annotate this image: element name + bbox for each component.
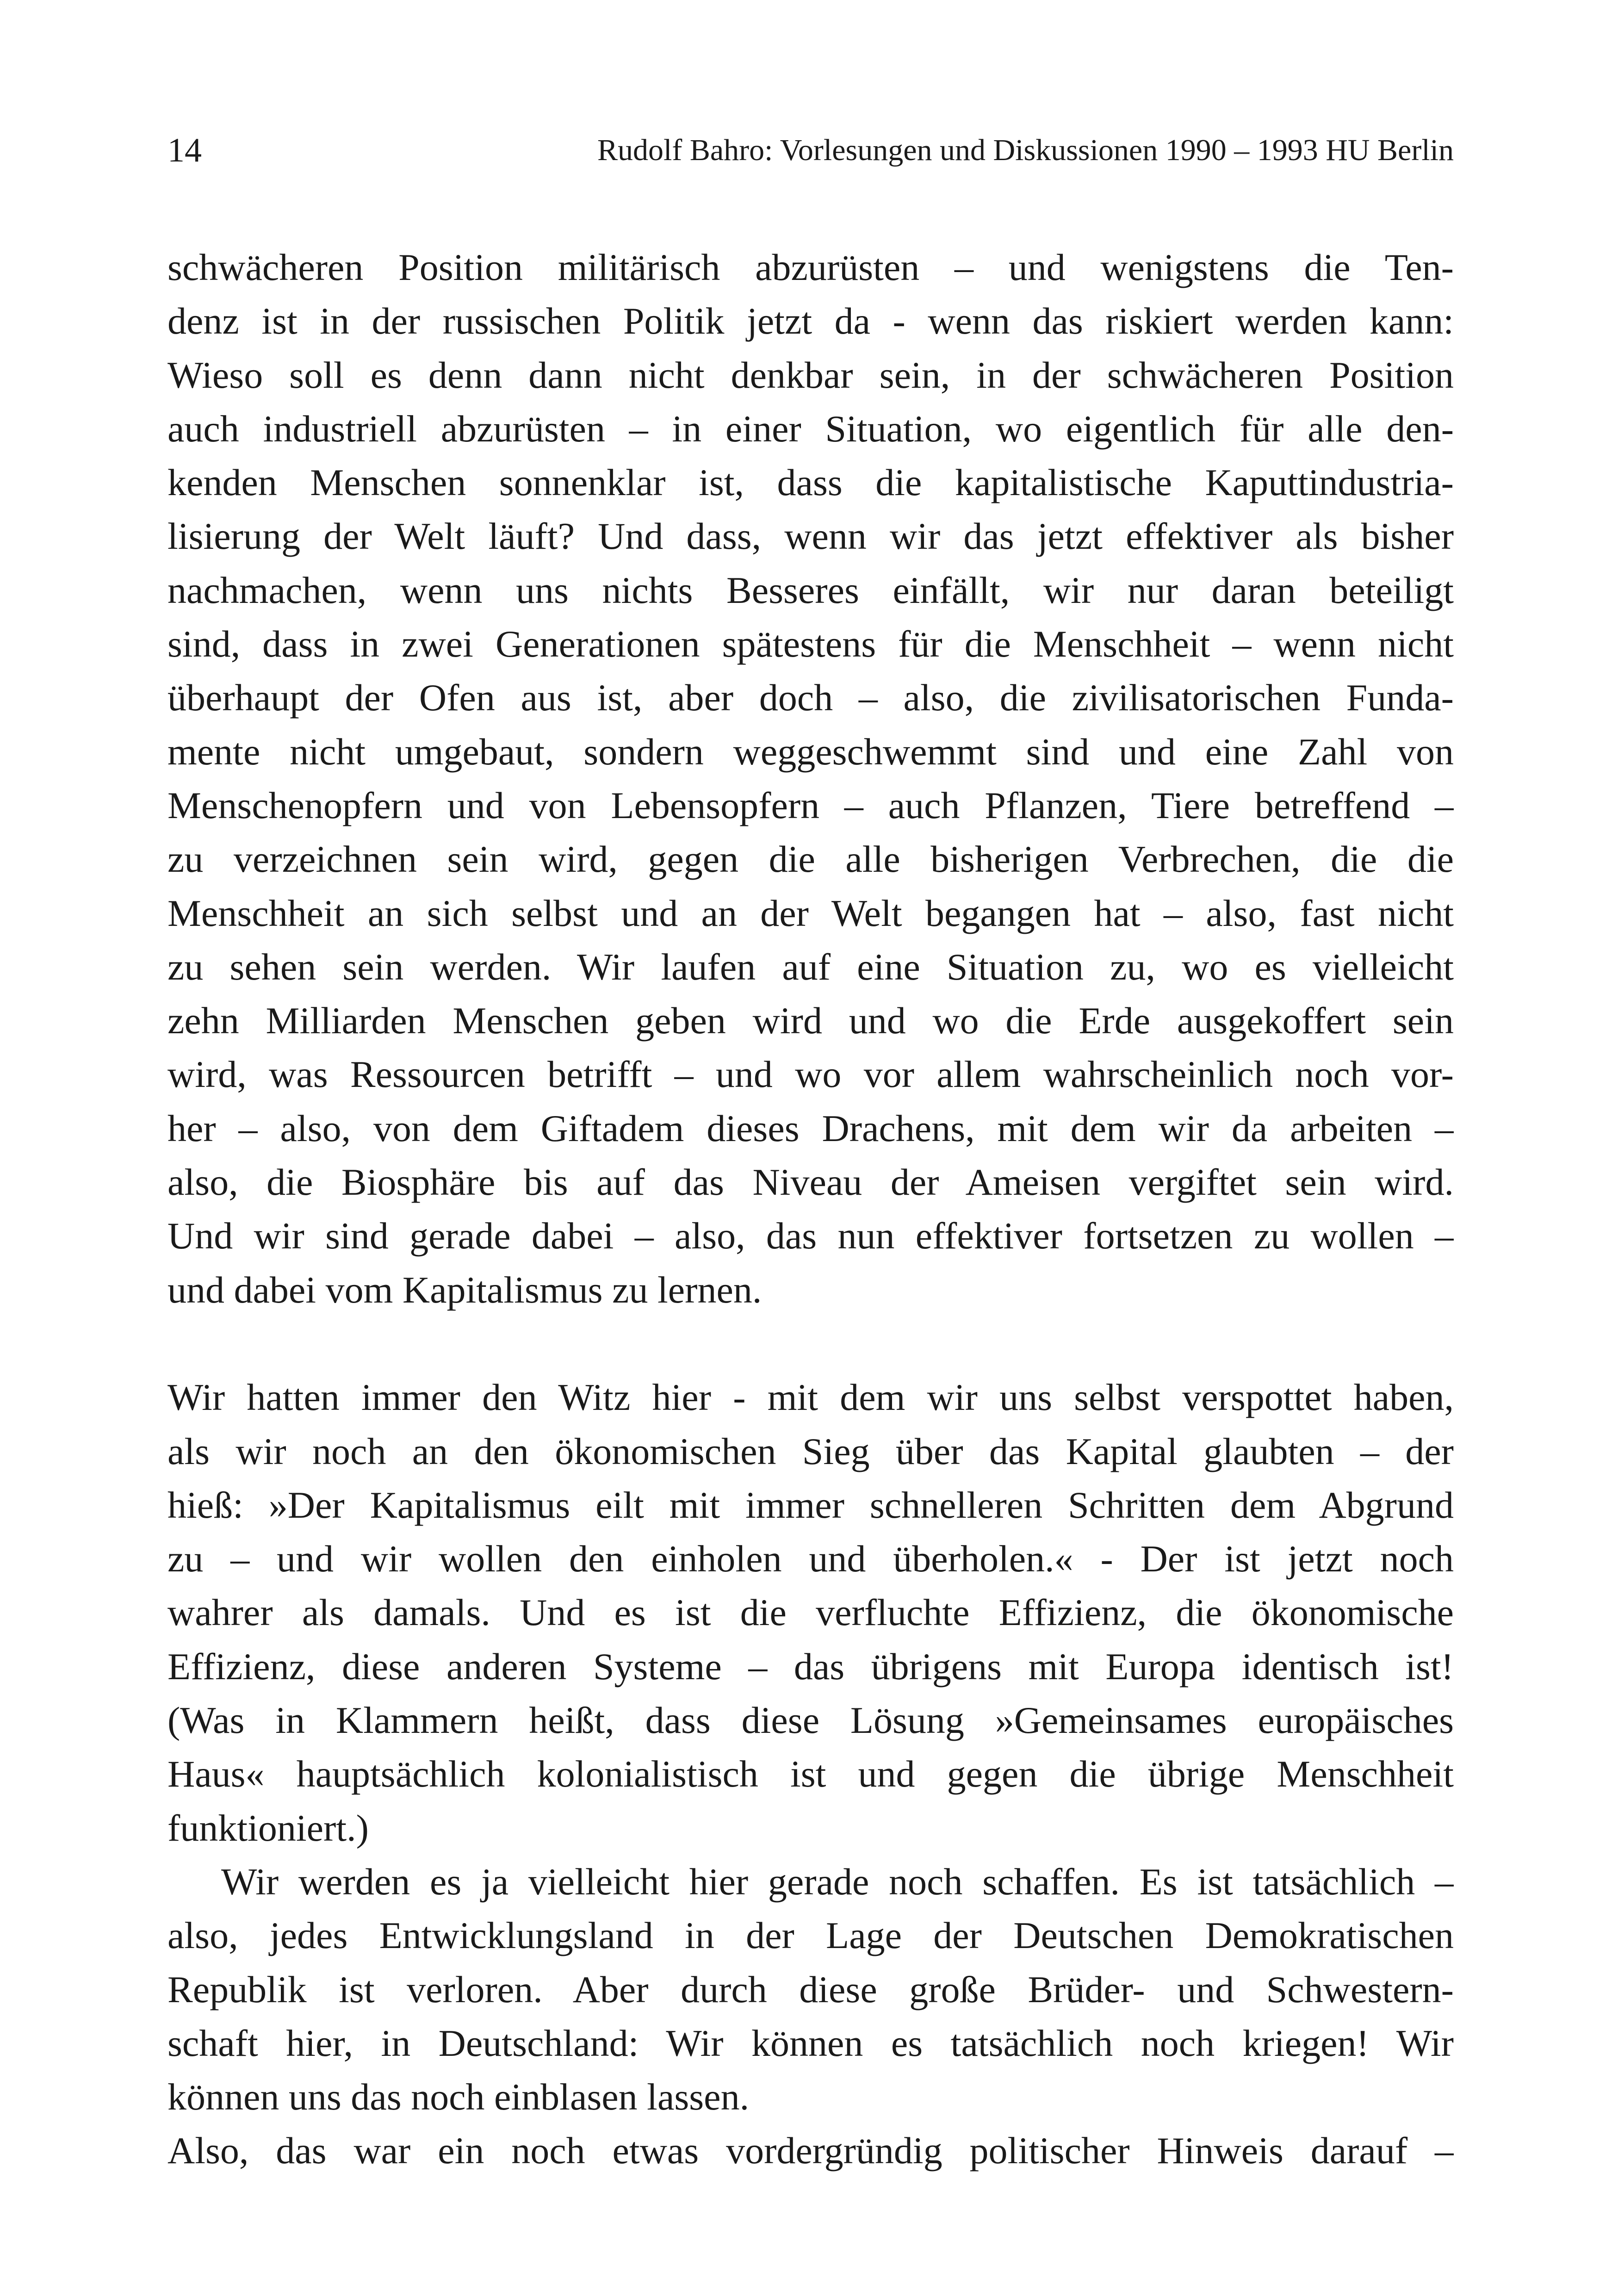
text-line: zu sehen sein werden. Wir laufen auf eine Situation zu, wo es vielleicht [167,945,1454,988]
text-line: und dabei vom Kapitalismus zu lernen. [167,1268,762,1311]
text-line: zehn Milliarden Menschen geben wird und wo die Erde ausgekoffert sein [167,999,1454,1042]
paragraph-spacer [167,1317,1454,1371]
text-line: Also, das war ein noch etwas vordergründig politischer Hinweis darauf – [167,2129,1454,2172]
text-line: also, die Biosphäre bis auf das Niveau der Ameisen vergiftet sein wird. [167,1161,1454,1204]
page-header [167,130,1454,171]
paragraph-3 [167,1855,1454,2124]
text-line: können uns das noch einblasen lassen. [167,2076,750,2118]
text-line: sind, dass in zwei Generationen spätestens für die Menschheit – wenn nicht [167,623,1454,665]
text-line: Effizienz, diese anderen Systeme – das übrigens mit Europa identisch ist! [167,1645,1454,1688]
text-line: wird, was Ressourcen betrifft – und wo vor allem wahrscheinlich noch vor- [167,1053,1454,1096]
running-title: Rudolf Bahro: Vorlesungen und Diskussionen 1990 – 1993 HU Berlin [597,133,1454,167]
paragraph-1 [167,241,1454,1317]
text-line: überhaupt der Ofen aus ist, aber doch – also, die zivilisatorischen Funda- [167,676,1454,719]
paragraph-4 [167,2124,1454,2178]
text-line: also, jedes Entwicklungsland in der Lage der Deutschen Demokratischen [167,1914,1454,1957]
text-line: schaft hier, in Deutschland: Wir können es tatsächlich noch kriegen! Wir [167,2022,1454,2064]
text-line: denz ist in der russischen Politik jetzt da - wenn das riskiert werden kann: [167,300,1454,342]
text-line: Wir hatten immer den Witz hier - mit dem wir uns selbst verspottet haben, [167,1376,1454,1419]
text-line: Republik ist verloren. Aber durch diese große Brüder- und Schwestern- [167,1968,1454,2011]
text-line: kenden Menschen sonnenklar ist, dass die kapitalistische Kaputtindustria- [167,461,1454,504]
text-line: Und wir sind gerade dabei – also, das nun effektiver fortsetzen zu wollen – [167,1215,1454,1257]
text-line: lisierung der Welt läuft? Und dass, wenn wir das jetzt effektiver als bisher [167,515,1454,558]
text-line: als wir noch an den ökonomischen Sieg über das Kapital glaubten – der [167,1430,1454,1472]
text-line: her – also, von dem Giftadem dieses Drachens, mit dem wir da arbeiten – [167,1107,1454,1149]
text-line: Wir werden es ja vielleicht hier gerade noch schaffen. Es ist tatsächlich – [221,1860,1454,1903]
text-line: mente nicht umgebaut, sondern weggeschwemmt sind und eine Zahl von [167,730,1454,773]
text-line: wahrer als damals. Und es ist die verfluchte Effizienz, die ökonomische [167,1591,1454,1634]
text-line: schwächeren Position militärisch abzurüsten – und wenigstens die Ten- [167,246,1454,288]
text-line: zu – und wir wollen den einholen und überholen.« - Der ist jetzt noch [167,1538,1454,1580]
page-number: 14 [167,131,202,169]
text-line: Menschheit an sich selbst und an der Welt begangen hat – also, fast nicht [167,892,1454,934]
body-text [167,241,1454,2178]
text-line: zu verzeichnen sein wird, gegen die alle bisherigen Verbrechen, die die [167,838,1454,881]
text-line: Menschenopfern und von Lebensopfern – auch Pflanzen, Tiere betreffend – [167,784,1454,826]
text-line: funktioniert.) [167,1806,369,1849]
text-line: hieß: »Der Kapitalismus eilt mit immer schnelleren Schritten dem Abgrund [167,1483,1454,1526]
paragraph-2 [167,1371,1454,1855]
text-line: auch industriell abzurüsten – in einer Situation, wo eigentlich für alle den- [167,407,1454,450]
text-line: (Was in Klammern heißt, dass diese Lösung »Gemeinsames europäisches [167,1699,1454,1742]
text-line: nachmachen, wenn uns nichts Besseres einfällt, wir nur daran beteiligt [167,569,1454,611]
text-line: Wieso soll es denn dann nicht denkbar sein, in der schwächeren Position [167,354,1454,396]
text-line: Haus« hauptsächlich kolonialistisch ist und gegen die übrige Menschheit [167,1753,1454,1795]
